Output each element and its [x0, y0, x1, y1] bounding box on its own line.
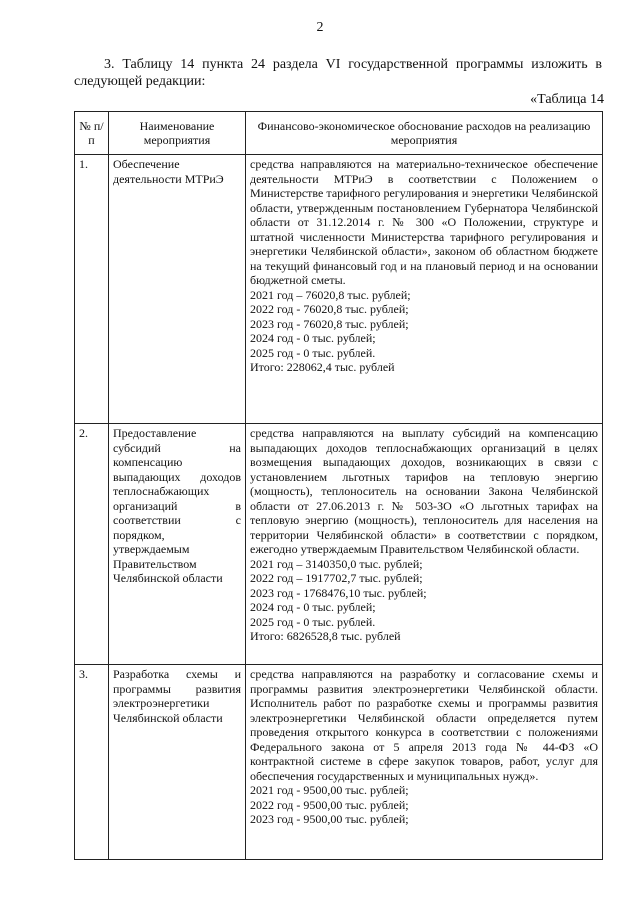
row-amount: 2023 год - 76020,8 тыс. рублей;	[250, 316, 409, 331]
row-amount: 2025 год - 0 тыс. рублей.	[250, 345, 376, 360]
row-amount: 2022 год – 1917702,7 тыс. рублей;	[250, 571, 423, 585]
row-amount: 2025 год - 0 тыс. рублей.	[250, 614, 376, 629]
row-total: Итого: 6826528,8 тыс. рублей	[250, 629, 401, 643]
table-header-row	[75, 112, 603, 155]
row-desc	[246, 424, 603, 665]
row-amount: 2022 год - 9500,00 тыс. рублей;	[250, 797, 409, 812]
table-row	[75, 155, 603, 424]
header-name: Наименование мероприятия	[109, 112, 246, 155]
row-amount: 2023 год - 9500,00 тыс. рублей;	[250, 812, 409, 826]
row-num: 3.	[75, 665, 109, 860]
row-amount: 2023 год - 1768476,10 тыс. рублей;	[250, 585, 427, 600]
row-amount: 2021 год – 3140350,0 тыс. рублей;	[250, 556, 423, 571]
row-name: Разработка схемы и программы развития электроэнергетики Челябинской области	[109, 665, 246, 860]
row-desc-text: средства направляются на разработку и согласование схемы и программы развития электроэнергетики Челябинской области. Исполнитель работ по разработке схемы и программы развития электроэнергетики Челябинской области определяется путем проведения открытого конкурса в соответствии с положениями Федерального закона от 5 апреля 2013 года № 44-ФЗ «О контрактной системе в сфере закупок товаров, работ, услуг для обеспечения государственных и муниципальных нужд».	[250, 667, 598, 783]
table-caption: «Таблица 14	[530, 92, 604, 107]
row-num: 1.	[75, 155, 109, 424]
row-desc-text: средства направляются на материально-техническое обеспечение деятельности МТРиЭ в соответствии с Положением о Министерстве тарифного регулирования и энергетики Челябинской области, утвержденным постановлением Губернатора Челябинской области от 31.12.2014 г. № 300 «О Положении, структуре и штатной численности Министерства тарифного регулирования и энергетики Челябинской области», законом об областном бюджете на текущий финансовый год и на плановый период и на основании бюджетной сметы.	[250, 157, 598, 287]
row-name: Обеспечение деятельности МТРиЭ	[109, 155, 246, 424]
row-amount: 2021 год - 9500,00 тыс. рублей;	[250, 783, 409, 797]
row-num: 2.	[75, 424, 109, 665]
table-row	[75, 424, 603, 665]
row-desc	[246, 155, 603, 424]
row-name: Предоставление субсидий на компенсацию выпадающих доходов теплоснабжающих организаций в соответствии с порядком, утверждаемым Правительством Челябинской области	[109, 424, 246, 665]
row-desc	[246, 665, 603, 860]
row-amount: 2022 год - 76020,8 тыс. рублей;	[250, 302, 409, 316]
row-total: Итого: 228062,4 тыс. рублей	[250, 360, 395, 374]
intro-paragraph: 3. Таблицу 14 пункта 24 раздела VI государственной программы изложить в следующей редакции:	[74, 57, 602, 89]
row-amount: 2024 год - 0 тыс. рублей;	[250, 331, 376, 345]
row-amount: 2021 год – 76020,8 тыс. рублей;	[250, 287, 411, 302]
table-row	[75, 665, 603, 860]
header-desc: Финансово-экономическое обоснование расходов на реализацию мероприятия	[246, 112, 603, 155]
header-num: № п/п	[75, 112, 109, 155]
row-desc-text: средства направляются на выплату субсидий на компенсацию выпадающих доходов теплоснабжающих организаций в целях возмещения выпадающих доходов, возникающих в связи с установлением льготных тарифов на тепловую энергию (мощность), теплоноситель на основании Закона Челябинской области от 27.06.2013 г. № 503-ЗО «О льготных тарифах на тепловую энергию (мощность), теплоноситель для населения на территории Челябинской области» в соответствии с порядком, ежегодно утверждаемым Правительством Челябинской области.	[250, 426, 598, 556]
financial-justification-table	[74, 111, 603, 860]
row-amount: 2024 год - 0 тыс. рублей;	[250, 600, 376, 614]
page-number: 2	[316, 20, 324, 35]
